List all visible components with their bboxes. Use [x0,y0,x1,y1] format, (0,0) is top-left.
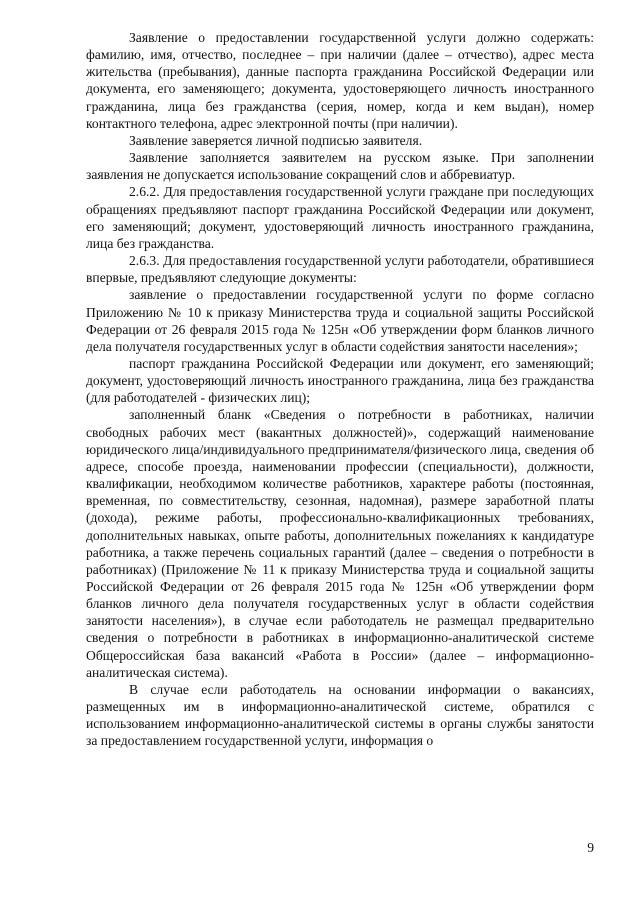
paragraph-signature: Заявление заверяется личной подписью заявителя. [129,132,423,148]
paragraph-2-6-3: 2.6.3. Для предоставления государственной услуги работодатели, обратившиеся впервые, предъявляют следующие документы: [86,253,594,286]
paragraph-application-content: Заявление о предоставлении государственной услуги должно содержать: фамилию, имя, отчество, последнее – при наличии (далее – отчество), адрес места жительства (пребывания), данные паспорта гражданина Российской Федерации или документа, его заменяющего; документа, удостоверяющего личность иностранного гражданина, лица без гражданства (серия, номер, когда и кем выдан), номер контактного телефона, адрес электронной почты (при наличии). [86,30,594,131]
paragraph-online-case: В случае если работодатель на основании информации о вакансиях, размещенных им в информационно-аналитической системе, обратился с использованием информационно-аналитической системы в органы службы занятости за предоставлением государственной услуги, информация о [86,681,594,749]
list-item-application-form: заявление о предоставлении государственной услуги по форме согласно Приложению № 10 к приказу Министерства труда и социальной защиты Российской Федерации от 26 февраля 2015 года № 125н «Об утверждении форм бланков личного дела получателя государственных услуг в области содействия занятости населения»; [86,287,594,354]
list-item-passport: паспорт гражданина Российской Федерации или документ, его заменяющий; документ, удостоверяющий личность иностранного гражданина, лица без гражданства (для работодателей - физических лиц); [86,355,594,406]
paragraph-language: Заявление заполняется заявителем на русском языке. При заполнении заявления не допускается использование сокращений слов и аббревиатур. [86,150,594,183]
page-number: 9 [587,840,594,855]
paragraph-2-6-2: 2.6.2. Для предоставления государственной услуги граждане при последующих обращениях предъявляют паспорт гражданина Российской Федерации или документ, его заменяющий; документ, удостоверяющий личность иностранного гражданина, лица без гражданства. [86,184,594,251]
body-text [86,29,594,750]
list-item-vacancy-form: заполненный бланк «Сведения о потребности в работниках, наличии свободных рабочих мест (вакантных должностей)», содержащий наименование юридического лица/индивидуального предпринимателя/физического лица, сведения об адресе, способе проезда, наименовании профессии (специальности), должности, квалификации, необходимом количестве работников, характере работы (постоянная, временная, по совместительству, сезонная, надомная), размере заработной платы (дохода), режиме работы, профессионально-квалификационных требованиях, дополнительных навыках, опыте работы, дополнительных пожеланиях к кандидатуре работника, а также перечень социальных гарантий (далее – сведения о потребности в работниках) (Приложение № 11 к приказу Министерства труда и социальной защиты Российской Федерации от 26 февраля 2015 года № 125н «Об утверждении форм бланков личного дела получателя государственных услуг в области содействия занятости населения»), в случае если работодатель не размещал предварительно сведения о потребности в работниках в информационно-аналитической системе Общероссийская база вакансий «Работа в России» (далее – информационно-аналитическая система). [86,407,594,680]
